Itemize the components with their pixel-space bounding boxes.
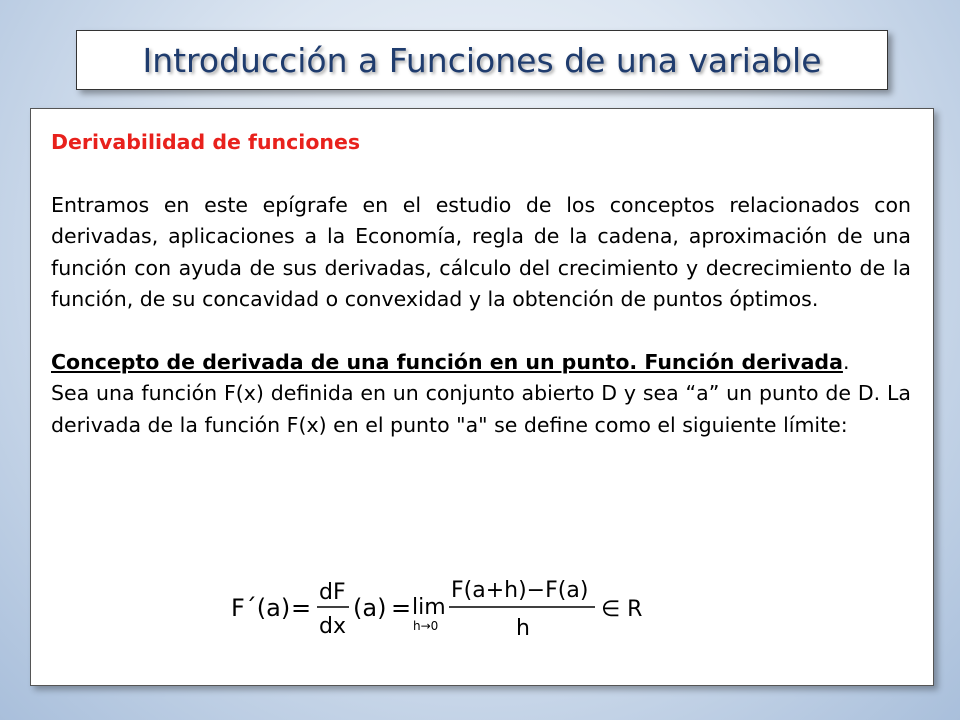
content-text xyxy=(51,127,911,441)
subheading-paragraph xyxy=(51,347,911,379)
formula-eq1: = xyxy=(291,594,312,622)
formula-numerator: F(a+h)−F(a) xyxy=(451,578,589,603)
formula-denominator: h xyxy=(516,616,530,641)
formula-dfrac-num: dF xyxy=(319,580,346,605)
formula-eq2: = xyxy=(391,594,412,622)
formula-in-r: ∈ R xyxy=(601,597,643,622)
intro-paragraph: Entramos en este epígrafe en el estudio de los conceptos relacionados con derivadas, aplicaciones a la Economía, regla de la cadena, aproximación de una función con ayuda de sus derivadas, cálculo del crecimiento y decrecimiento de la función, de su concavidad o convexidad y la obtención de puntos óptimos. xyxy=(51,192,911,311)
slide-title: Introducción a Funciones de una variable xyxy=(142,40,822,80)
title-box xyxy=(76,30,888,90)
derivative-formula xyxy=(229,569,649,649)
formula-lhs: F´(a) xyxy=(231,594,291,622)
formula-lim: lim xyxy=(412,595,446,620)
definition-paragraph: Sea una función F(x) definida en un conjunto abierto D y sea “a” un punto de D. La derivada de la función F(x) en el punto "a" se define como el siguiente límite: xyxy=(51,381,911,437)
formula-lim-sub: h→0 xyxy=(413,619,439,633)
formula-dfrac-den: dx xyxy=(319,614,346,639)
subheading-period: . xyxy=(842,349,850,374)
formula-arg: (a) xyxy=(353,594,387,622)
content-box xyxy=(30,108,934,686)
subheading: Concepto de derivada de una función en un punto. Función derivada xyxy=(51,349,843,374)
section-heading: Derivabilidad de funciones xyxy=(51,130,361,154)
